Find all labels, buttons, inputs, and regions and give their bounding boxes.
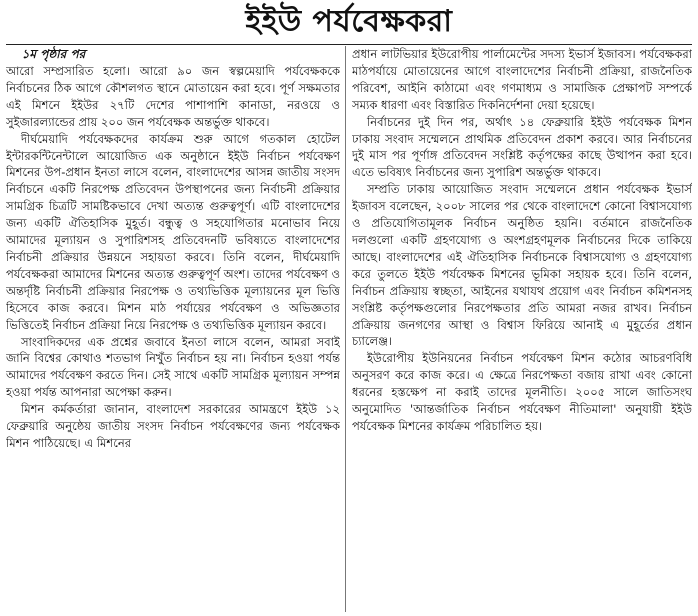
headline-rule (6, 44, 692, 45)
body-paragraph: মিশন কর্মকর্তারা জানান, বাংলাদেশ সরকারের আমন্ত্রণে ইইউ ১২ ফেব্রুয়ারি অনুষ্ঠেয় জাতীয় সংসদ নির্বাচন পর্যবেক্ষণের জন্য পর্যবেক্ষক মিশন পাঠিয়েছে। এ মিশনের (6, 402, 340, 450)
left-column (6, 46, 340, 612)
column-divider (345, 46, 346, 612)
body-paragraph: প্রধান লাটভিয়ার ইউরোপীয় পার্লামেন্টের সদস্য ইভার্স ইজাবস। পর্যবেক্ষকরা মাঠপর্যায়ে মোতায়েনের আগে বাংলাদেশের নির্বাচনী প্রক্রিয়া, রাজনৈতিক পরিবেশ, আইনি কাঠামো এবং গণমাধ্যম ও সামাজিক প্রেক্ষাপট সম্পর্কে সম্যক ধারণা এবং বিস্তারিত দিকনির্দেশনা দেয়া হয়েছে। (352, 47, 692, 112)
body-paragraph: ইউরোপীয় ইউনিয়নের নির্বাচন পর্যবেক্ষণ মিশন কঠোর আচরণবিধি অনুসরণ করে কাজ করে। এ ক্ষেত্রে নিরপেক্ষতা বজায় রাখা এবং কোনো ধরনের হস্তক্ষেপ না করাই তাদের মূলনীতি। ২০০৫ সালে জাতিসংঘ অনুমোদিত 'আন্তর্জাতিক নির্বাচন পর্যবেক্ষণ নীতিমালা' অনুযায়ী ইইউ পর্যবেক্ষক মিশনের কার্যক্রম পরিচালিত হয়। (352, 351, 692, 433)
article-headline: ইইউ পর্যবেক্ষকরা (245, 4, 453, 39)
body-paragraph: দীর্ঘমেয়াদি পর্যবেক্ষকদের কার্যক্রম শুরু আগে গতকাল হোটেল ইন্টারকন্টিনেন্টালে আয়োজিত এক অনুষ্ঠানে ইইউ নির্বাচন পর্যবেক্ষণ মিশনের উপ-প্রধান ইনতা লাসে বলেন, বাংলাদেশের আসন্ন জাতীয় সংসদ নির্বাচনে একটি নিরপেক্ষ প্রতিবেদন উপস্থাপনের জন্য নির্বাচনী প্রক্রিয়ার সামগ্রিক চিত্রটি সামষ্টিকভাবে দেখা অত্যন্ত গুরুত্বপূর্ণ। এটি বাংলাদেশের জন্য একটি ঐতিহাসিক মুহূর্ত। বন্ধুত্ব ও সহযোগিতার মনোভাব নিয়ে আমাদের মূল্যায়ন ও সুপারিশসহ প্রতিবেদনটি ভবিষ্যতে বাংলাদেশের নির্বাচনী প্রক্রিয়ার উন্নয়নে সহায়তা করবে। তিনি বলেন, দীর্ঘমেয়াদি পর্যবেক্ষকরা আমাদের মিশনের অত্যন্ত গুরুত্বপূর্ণ অংশ। তাদের পর্যবেক্ষণ ও অন্তর্দৃষ্টি নির্বাচনী প্রক্রিয়ার নিরপেক্ষ ও তথ্যভিত্তিক মূল্যায়নের মূল ভিত্তি হিসেবে কাজ করবে। মিশন মাঠ পর্যায়ের পর্যবেক্ষণ ও অভিজ্ঞতার ভিত্তিতেই নির্বাচন প্রক্রিয়া নিয়ে নিরপেক্ষ ও তথ্যভিত্তিক মূল্যায়ন করবে। (6, 131, 340, 332)
right-column (352, 46, 692, 612)
body-paragraph: সম্প্রতি ঢাকায় আয়োজিত সংবাদ সম্মেলনে প্রধান পর্যবেক্ষক ইভার্স ইজাবস বলেছেন, ২০০৮ সালের পর থেকে বাংলাদেশে কোনো বিশ্বাসযোগ্য ও প্রতিযোগিতামূলক নির্বাচন অনুষ্ঠিত হয়নি। বর্তমানে রাজনৈতিক দলগুলো একটি গ্রহণযোগ্য ও অংশগ্রহণমূলক নির্বাচনের দিকে তাকিয়ে আছে। বাংলাদেশের এই ঐতিহাসিক নির্বাচনকে বিশ্বাসযোগ্য ও গ্রহণযোগ্য করে তুলতে ইইউ পর্যবেক্ষক মিশনের ভূমিকা সহায়ক হবে। তিনি বলেন, নির্বাচন প্রক্রিয়ায় স্বচ্ছতা, আইনের যথাযথ প্রয়োগ এবং নির্বাচন কমিশনসহ সংশ্লিষ্ট কর্তৃপক্ষগুলোর নিরপেক্ষতার প্রতি আমরা নজর রাখব। নির্বাচন প্রক্রিয়ায় জনগণের আস্থা ও বিশ্বাস ফিরিয়ে আনাই এ মুহূর্তের প্রধান চ্যালেঞ্জ। (352, 182, 692, 349)
body-paragraph: সাংবাদিকদের এক প্রশ্নের জবাবে ইনতা লাসে বলেন, আমরা সবাই জানি বিশ্বের কোথাও শতভাগ নিখুঁত নির্বাচন হয় না। নির্বাচন হওয়া পর্যন্ত আমাদের পর্যবেক্ষণ করতে দিন। সেই সাথে একটি সামগ্রিক মূল্যায়ন সম্পন্ন হওয়া পর্যন্ত আপনারা অপেক্ষা করুন। (6, 334, 340, 400)
page-continuation-ref: ১ম পৃষ্ঠার পর (21, 47, 86, 61)
body-paragraph: আরো সম্প্রসারিত হলো। আরো ৯০ জন স্বল্পমেয়াদি পর্যবেক্ষককে নির্বাচনের ঠিক আগে কৌশলগত স্থানে মোতায়েন করা হবে। পূর্ণ সক্ষমতার এই মিশনে ইইউর ২৭টি দেশের পাশাপাশি কানাডা, নরওয়ে ও সুইজারল্যান্ডের প্রায় ২০০ জন পর্যবেক্ষক অন্তর্ভুক্ত থাকবে। (6, 64, 340, 129)
body-paragraph: নির্বাচনের দুই দিন পর, অর্থাৎ ১৪ ফেব্রুয়ারি ইইউ পর্যবেক্ষক মিশন ঢাকায় সংবাদ সম্মেলনে প্রাথমিক প্রতিবেদন প্রকাশ করবে। আর নির্বাচনের দুই মাস পর পূর্ণাঙ্গ প্রতিবেদন সংশ্লিষ্ট কর্তৃপক্ষের কাছে উত্থাপন করা হবে। এতে ভবিষ্যৎ নির্বাচনের জন্য সুপারিশ অন্তর্ভুক্ত থাকবে। (352, 114, 692, 180)
